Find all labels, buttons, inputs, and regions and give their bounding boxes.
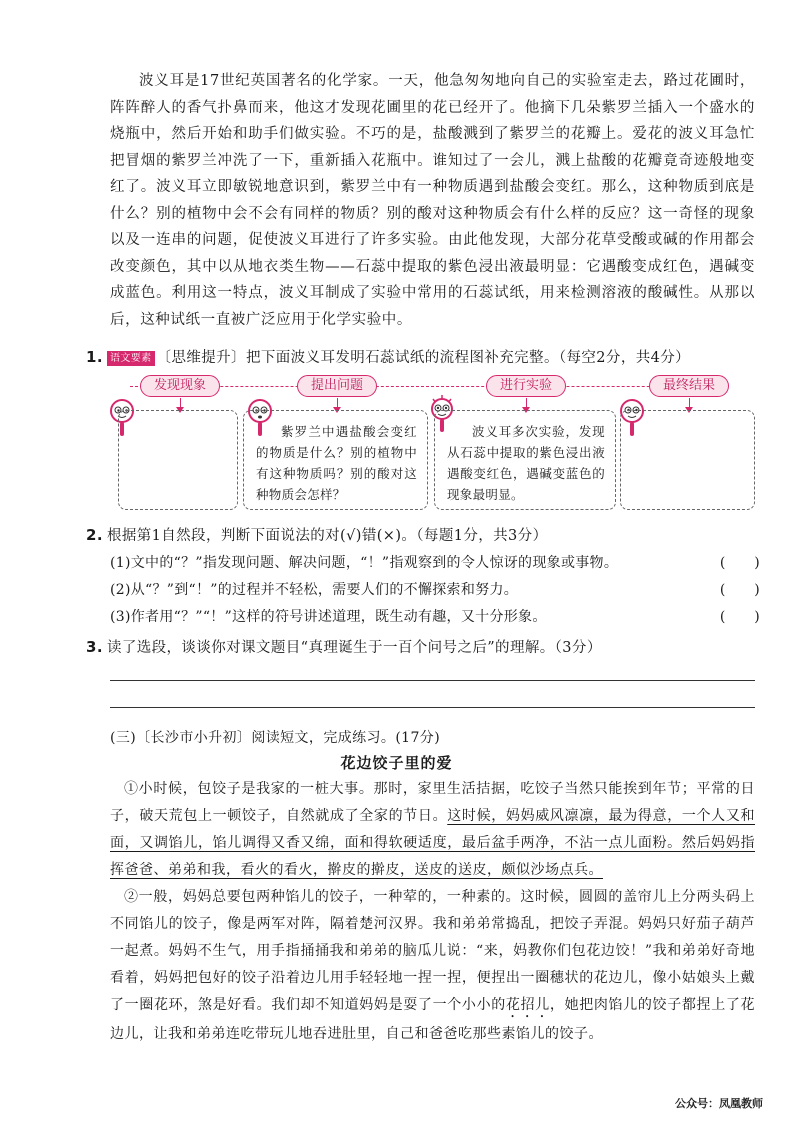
arrow-down-icon: [180, 398, 181, 408]
question-3: [86, 636, 766, 659]
answer-parens[interactable]: ( ): [719, 582, 760, 598]
flow-box-result-blank[interactable]: [620, 410, 755, 510]
emphasis-dotted-word: 花招儿: [505, 997, 550, 1013]
question-text: 根据第1自然段，判断下面说法的对(√)错(×)。（每题1分，共3分）: [106, 528, 548, 544]
answer-parens[interactable]: ( ): [719, 555, 760, 571]
flow-box-experiment: 波义耳多次实验，发现从石蕊中提取的紫色浸出液遇酸变红色，遇碱变蓝色的现象最明显。: [434, 410, 616, 510]
judge-item-2: (2)从“？”到“！”的过程并不轻松，需要人们的不懈探索和努力。 ( ): [110, 579, 760, 601]
article-paragraph-2: ②一般，妈妈总要包两种馅儿的饺子，一种荤的，一种素的。这时候，圆圆的盖帘儿上分两头码上不同馅儿的饺子，像是两军对阵，隔着楚河汉界。我和弟弟常捣乱，把饺子弄混。妈妈只好茄子葫芦一起煮。妈妈不生气，用手指捅捅我和弟弟的脑瓜儿说：“来，妈教你们包花边饺！”我和弟弟好奇地看着，妈妈把包好的饺子沿着边儿用手轻轻地一捏一捏，便捏出一圈穗状的花边儿，像小姑娘头上戴了一圈花环，煞是好看。我们却不知道妈妈是耍了一个小小的花招儿，她把肉馅儿的饺子都捏上了花边儿，让我和弟弟连吃带玩儿地吞进肚里，自己和爸爸吃那些素馅儿的饺子。: [110, 889, 756, 1042]
stage-question: 提出问题: [297, 375, 377, 397]
article-body: [110, 776, 755, 1048]
flow-box-discover-blank[interactable]: [118, 410, 238, 510]
answer-line[interactable]: [110, 707, 755, 708]
stage-discover: 发现现象: [140, 375, 220, 397]
section-heading: (三)〔长沙市小升初〕阅读短文，完成练习。(17分): [110, 730, 441, 746]
question-number: 1.: [86, 348, 103, 366]
question-number: 3.: [86, 638, 103, 656]
question-2: [86, 524, 766, 547]
article-title: 花边饺子里的爱: [340, 754, 453, 772]
answer-parens[interactable]: ( ): [719, 609, 760, 625]
passage-paragraph: 波义耳是17世纪英国著名的化学家。一天，他急匆匆地向自己的实验室走去，路过花圃时，阵阵醉人的香气扑鼻而来，他这才发现花圃里的花已经开了。他摘下几朵紫罗兰插入一个盛水的烧瓶中，然后开始和助手们做实验。不巧的是，盐酸溅到了紫罗兰的花瓣上。爱花的波义耳急忙把冒烟的紫罗兰冲洗了一下，重新插入花瓶中。谁知过了一会儿，溅上盐酸的花瓣竟奇迹般地变红了。波义耳立即敏锐地意识到，紫罗兰中有一种物质遇到盐酸会变红。那么，这种物质到底是什么？别的植物中会不会有同样的物质？别的酸对这种物质会有什么样的反应？这一奇怪的现象以及一连串的问题，促使波义耳进行了许多实验。由此他发现，大部分花草受酸或碱的作用都会改变颜色，其中以从地衣类生物——石蕊中提取的紫色浸出液最明显：它遇酸变成红色，遇碱变成蓝色。利用这一特点，波义耳制成了实验中常用的石蕊试纸，用来检测溶液的酸碱性。从那以后，这种试纸一直被广泛应用于化学实验中。: [110, 73, 755, 328]
judge-item-3: (3)作者用“？”“！”这样的符号讲述道理，既生动有趣，又十分形象。 ( ): [110, 606, 760, 628]
question-number: 2.: [86, 526, 103, 544]
underlined-sentence: 这时候，妈妈威风凛凛，最为得意，一个人又和面，又调馅儿，馅儿调得又香又绵，面和得软硬适度，最后盆手两净，不沾一点儿面粉。然后妈妈指挥爸爸、弟弟和我，看火的看火，擀皮的擀皮，送皮的送皮，颇似沙场点兵。: [110, 808, 756, 878]
arrow-down-icon: [526, 398, 527, 408]
tag-badge: 语文要素: [107, 351, 155, 366]
article-paragraph-1: ①小时候，包饺子是我家的一桩大事。那时，家里生活拮据，吃饺子当然只能挨到年节；平常的日子，破天荒包上一顿饺子，自然就成了全家的节日。这时候，妈妈威风凛凛，最为得意，一个人又和面，又调馅儿，馅儿调得又香又绵，面和得软硬适度，最后盆手两净，不沾一点儿面粉。然后妈妈指挥爸爸、弟弟和我，看火的看火，擀皮的擀皮，送皮的送皮，颇似沙场点兵。: [110, 781, 756, 878]
passage: [110, 68, 755, 333]
arrow-down-icon: [689, 398, 690, 408]
question-text: 〔思维提升〕把下面波义耳发明石蕊试纸的流程图补充完整。（每空2分，共4分）: [156, 350, 691, 366]
answer-line[interactable]: [110, 680, 755, 681]
flow-box-question: 紫罗兰中遇盐酸会变红的物质是什么？别的植物中有这种物质吗？别的酸对这种物质会怎样？: [243, 410, 428, 510]
stage-result: 最终结果: [649, 375, 729, 397]
question-text: 读了选段，谈谈你对课文题目“真理诞生于一百个问号之后”的理解。（3分）: [106, 640, 602, 656]
stage-experiment: 进行实验: [486, 375, 566, 397]
footer-credit: 公众号：凤凰教师: [675, 1097, 763, 1110]
arrow-down-icon: [337, 398, 338, 408]
judge-item-1: (1)文中的“？”指发现问题、解决问题，“！”指观察到的令人惊讶的现象或事物。 ( ): [110, 552, 760, 574]
question-1: [86, 346, 766, 369]
